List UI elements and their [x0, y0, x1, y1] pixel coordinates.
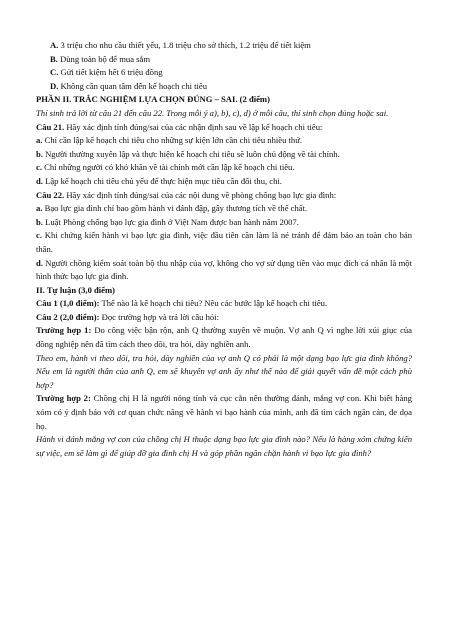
question-stem: Hãy xác định tính đúng/sai của các nhận định sau về lập kế hoạch chi tiêu:	[64, 121, 323, 132]
document-page	[36, 39, 412, 460]
case-text: Do công việc bận rộn, anh Q thường xuyên về muộn. Vợ anh Q vì nghe lời xúi giục của đồng nghiệp nên đã tìm cách theo dõi, tra hỏi, dày nghiền anh.	[36, 325, 412, 350]
q22-item-c	[36, 229, 412, 256]
option-text: 3 triệu cho nhu cầu thiết yếu, 1.8 triệu cho sở thích, 1.2 triệu để tiết kiệm	[60, 40, 311, 50]
question-21	[36, 121, 412, 135]
option-text: Gửi tiết kiệm hết 6 triệu đồng	[60, 67, 163, 78]
item-text: Người chồng kiểm soát toàn bộ thu nhập của vợ, không cho vợ sử dụng tiền vào mục đích cá nhân là một hình thức bạo lực gia đình.	[36, 257, 412, 282]
option-letter: A.	[50, 40, 59, 50]
case-label: Trường hợp 1:	[36, 325, 92, 336]
essay-question-2	[36, 311, 412, 325]
q21-item-d	[36, 175, 412, 189]
question-label: Câu 21.	[36, 121, 65, 132]
part3-heading: II. Tự luận (3,0 điểm)	[36, 284, 116, 295]
q22-item-b	[36, 216, 412, 230]
option-text: Dùng toàn bộ để mua sắm	[60, 53, 151, 64]
part2-heading: PHẦN II. TRẮC NGHIỆM LỰA CHỌN ĐÚNG – SAI. (2 điểm)	[36, 94, 270, 105]
option-d	[36, 80, 412, 94]
question-22	[36, 189, 412, 203]
item-letter: b.	[36, 216, 43, 227]
options-list	[36, 39, 412, 93]
item-text: Chỉ cần lập kế hoạch chi tiêu cho những sự kiện lớn cần chi tiêu nhiều thứ.	[42, 135, 303, 146]
q22-item-a	[36, 202, 412, 216]
item-text: Chỉ những người có khó khăn về tài chính mới cần lập kế hoạch chi tiêu.	[41, 162, 295, 173]
item-text: Bạo lực gia đình chỉ bao gồm hành vi đánh đập, gây thương tích về thể chất.	[42, 203, 308, 214]
q21-item-c	[36, 161, 412, 175]
item-text: Luật Phòng chống bạo lực gia đình ở Việt Nam được ban hành năm 2007.	[42, 216, 299, 227]
part2-instruction: Thí sinh trả lời từ câu 21 đến câu 22. Trong mỗi ý a), b), c), d) ở mỗi câu, thí sinh chọn đúng hoặc sai.	[36, 107, 389, 118]
case-2	[36, 392, 412, 433]
question-label: Câu 2 (2,0 điểm):	[36, 311, 100, 322]
option-a	[36, 39, 412, 53]
item-letter: d.	[36, 257, 43, 268]
option-letter: D.	[50, 80, 59, 91]
question-label: Câu 1 (1,0 điểm):	[36, 298, 100, 309]
question-text: Đọc trường hợp và trả lời câu hỏi:	[99, 311, 219, 322]
question-text: Thế nào là kế hoạch chi tiêu? Nêu các bước lập kế hoạch chi tiêu.	[99, 298, 328, 309]
item-text: Lập kế hoạch chi tiêu chủ yếu để thực hiện mục tiêu cần đối thu, chi.	[42, 175, 282, 186]
case-label: Trường hợp 2:	[36, 393, 91, 404]
option-text: Không cần quan tâm đến kế hoạch chi tiêu	[60, 80, 208, 91]
case-1-question: Theo em, hành vi theo dõi, tra hỏi, dày nghiền của vợ anh Q có phải là một dạng bạo lực gia đình không? Nếu em là người thân của anh Q, em sẽ khuyên vợ anh ấy như thế nào để giải quyết vấn đề một cách phù hợp?	[36, 352, 412, 390]
option-b	[36, 53, 412, 67]
item-letter: c.	[36, 162, 42, 173]
option-c	[36, 66, 412, 80]
case-text: Chồng chị H là người nóng tính và cục cằn nên thường đánh, mắng vợ con. Khi biết hàng xóm có ý định báo với cơ quan chức năng về hành vi bạo hành của mình, anh đã tìm cách ngăn cản, đe dọa họ.	[36, 393, 412, 431]
option-letter: C.	[50, 67, 59, 78]
question-label: Câu 22.	[36, 189, 65, 200]
item-text: Người thường xuyên lập và thực hiện kế hoạch chi tiêu sẽ luôn chủ động về tài chính.	[42, 148, 340, 159]
option-letter: B.	[50, 53, 58, 64]
q22-item-d	[36, 257, 412, 284]
item-letter: b.	[36, 148, 43, 159]
item-letter: c.	[36, 230, 42, 241]
question-stem: Hãy xác định tính đúng/sai của các nội dung về phòng chống bạo lực gia đình:	[64, 189, 337, 200]
item-text: Khi chứng kiến hành vi bạo lực gia đình, việc đầu tiên cần làm là né tránh để đảm bảo an toàn cho bản thân.	[36, 230, 412, 254]
essay-question-1	[36, 297, 412, 311]
case-1	[36, 324, 412, 351]
item-letter: d.	[36, 175, 43, 186]
q21-item-a	[36, 134, 412, 148]
q21-item-b	[36, 148, 412, 162]
case-2-question: Hành vi đánh mắng vợ con của chồng chị H thuộc dạng bạo lực gia đình nào? Nếu là hàng xóm chứng kiến sự việc, em sẽ làm gì để giúp đỡ gia đình chị H và góp phần ngăn chặn hành vi bạo lực gia đình?	[36, 434, 412, 458]
item-letter: a.	[36, 203, 43, 214]
item-letter: a.	[36, 135, 43, 146]
